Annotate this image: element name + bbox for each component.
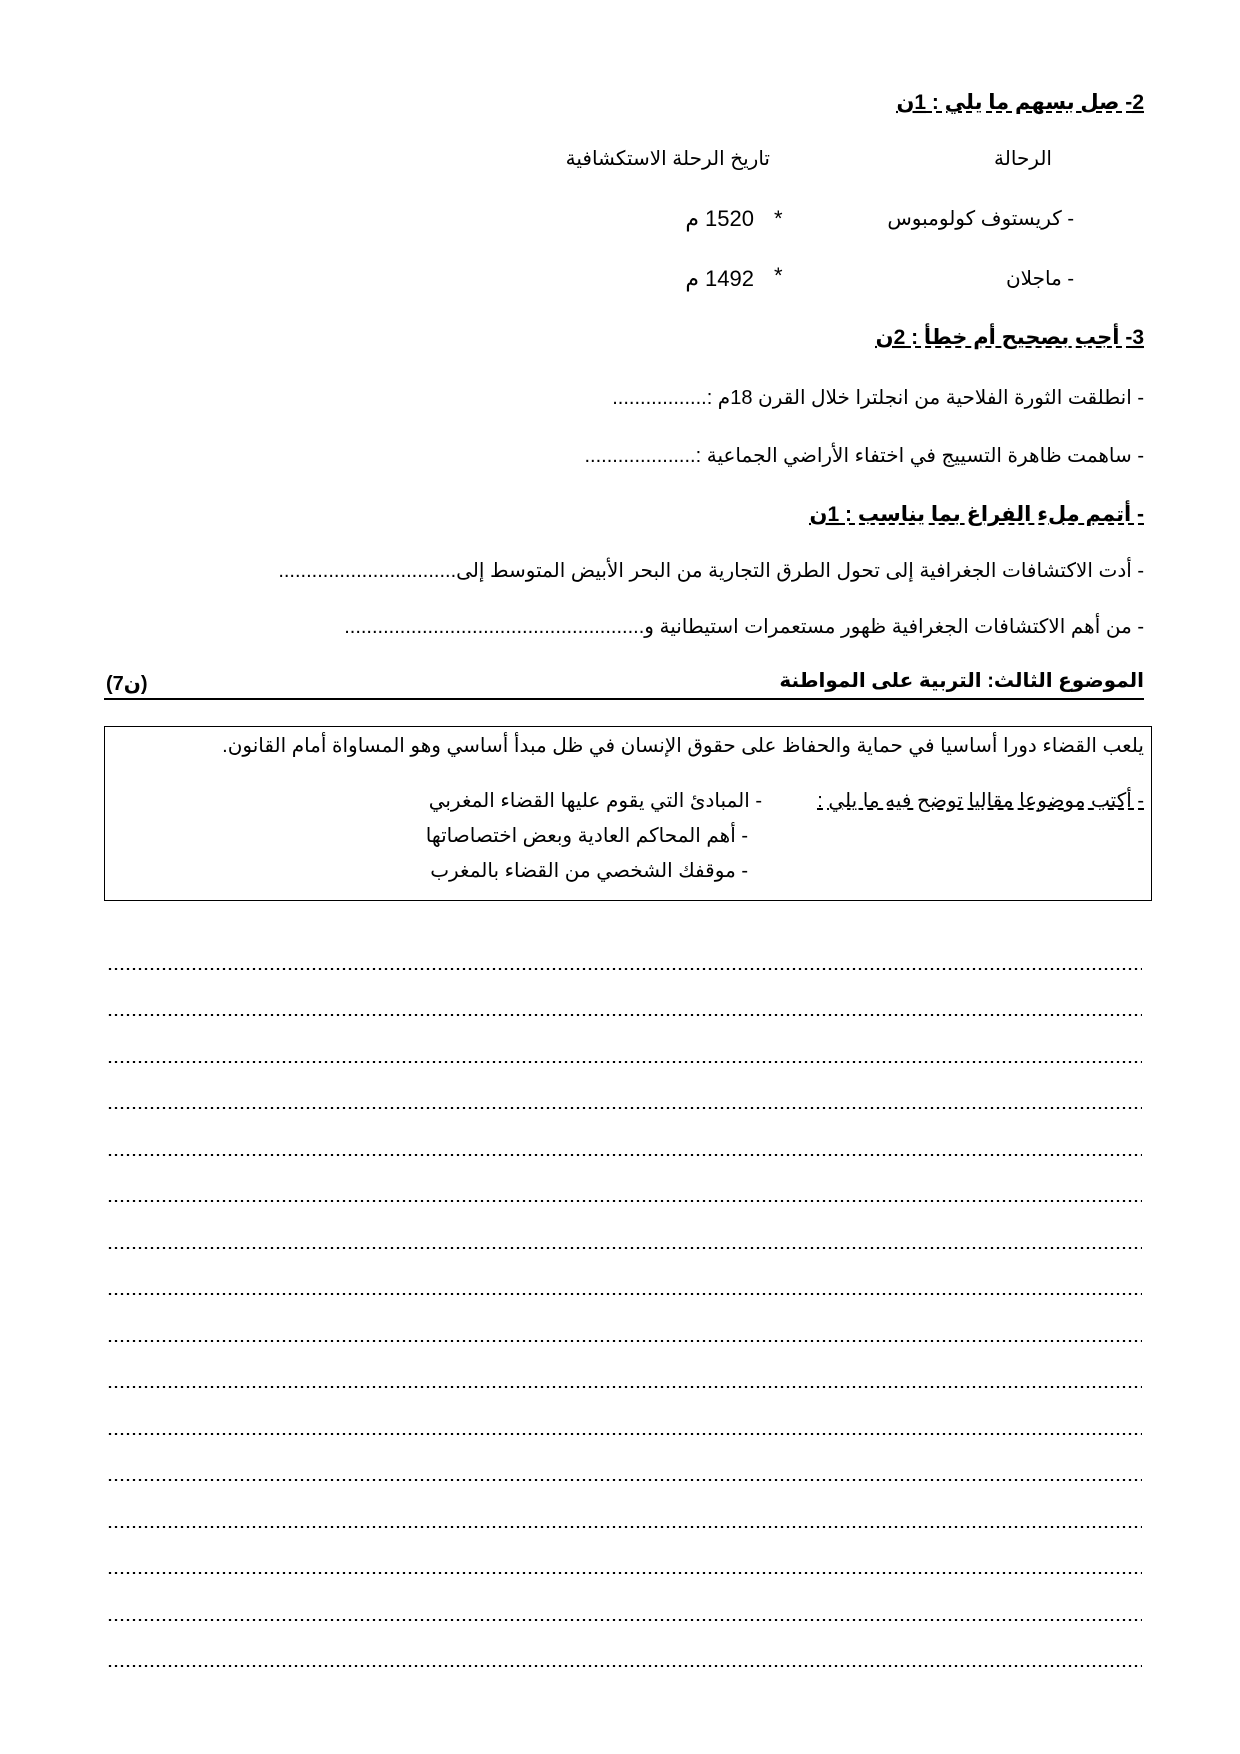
answer-line[interactable]: [107, 1526, 1142, 1528]
answer-line[interactable]: [107, 1154, 1142, 1156]
answer-line[interactable]: [107, 1572, 1142, 1574]
q3-item-2: - ساهمت ظاهرة التسييج في اختفاء الأراضي الجماعية :....................: [584, 445, 1144, 467]
answer-line[interactable]: [107, 1386, 1142, 1388]
answer-line[interactable]: [107, 1665, 1142, 1667]
box-instruction: - أكتب موضوعا مقاليا توضح فيه ما يلي :: [817, 790, 1144, 812]
q3-item-1: - انطلقت الثورة الفلاحية من انجلترا خلال القرن 18م :.................: [612, 387, 1144, 409]
q3-heading: 3- أجب بصحيح أم خطأ : 2ن: [875, 326, 1144, 349]
box-point-3: - موقفك الشخصي من القضاء بالمغرب: [430, 860, 748, 882]
answer-line[interactable]: [107, 1479, 1142, 1481]
answer-line[interactable]: [107, 1107, 1142, 1109]
answer-line[interactable]: [107, 1293, 1142, 1295]
q2-star-2[interactable]: *: [774, 263, 783, 288]
q4-item-1: - أدت الاكتشافات الجغرافية إلى تحول الطرق التجارية من البحر الأبيض المتوسط إلى................................: [278, 560, 1144, 582]
answer-line[interactable]: [107, 1014, 1142, 1016]
answer-line[interactable]: [107, 1433, 1142, 1435]
q2-star-1[interactable]: *: [774, 206, 783, 231]
q4-heading: - أتمم ملء الفراغ بما يناسب : 1ن: [809, 503, 1144, 526]
answer-line[interactable]: [107, 968, 1142, 970]
answer-line[interactable]: [107, 1340, 1142, 1342]
box-intro: يلعب القضاء دورا أساسيا في حماية والحفاظ على حقوق الإنسان في ظل مبدأ أساسي وهو المساواة أمام القانون.: [222, 735, 1144, 757]
section3-underline: [104, 698, 1144, 700]
q2-date-2: 1492 م: [685, 266, 754, 291]
section3-title: الموضوع الثالث: التربية على المواطنة: [779, 670, 1144, 692]
q2-heading: 2- صل بسهم ما يلي : 1ن: [896, 91, 1144, 114]
answer-line[interactable]: [107, 1061, 1142, 1063]
box-point-1: - المبادئ التي يقوم عليها القضاء المغربي: [428, 790, 762, 812]
answer-line[interactable]: [107, 1619, 1142, 1621]
q2-traveler-2: - ماجلان: [1005, 268, 1074, 290]
q2-col-date: تاريخ الرحلة الاستكشافية: [565, 148, 770, 170]
q2-date-1: 1520 م: [685, 206, 754, 231]
q4-item-2: - من أهم الاكتشافات الجغرافية ظهور مستعمرات استيطانية و......................................................: [344, 616, 1144, 638]
box-point-2: - أهم المحاكم العادية وبعض اختصاصاتها: [425, 825, 748, 847]
section3-points: (7ن): [106, 673, 148, 695]
answer-line[interactable]: [107, 1200, 1142, 1202]
q2-traveler-1: - كريستوف كولومبوس: [887, 208, 1074, 230]
answer-line[interactable]: [107, 1247, 1142, 1249]
q2-col-traveler: الرحالة: [994, 148, 1052, 170]
